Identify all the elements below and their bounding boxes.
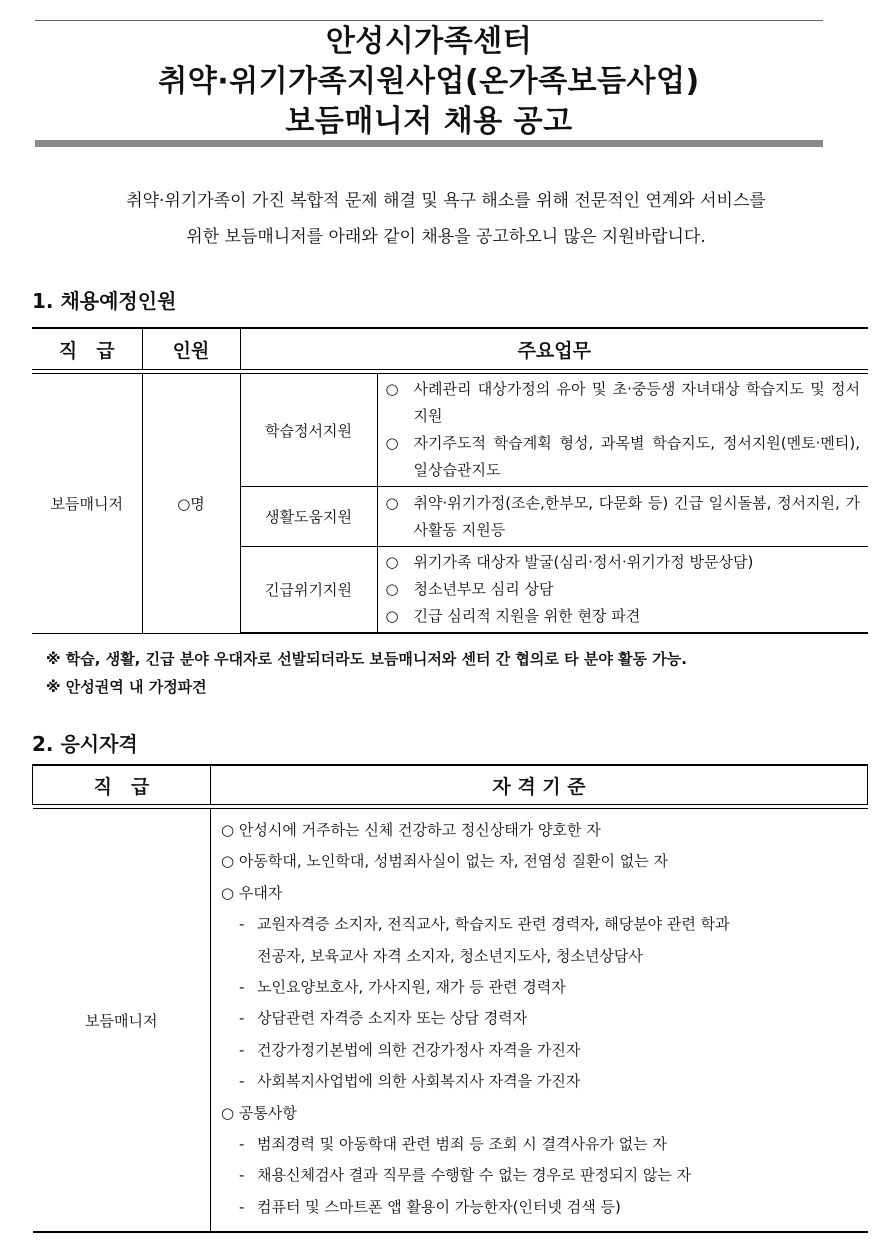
list-item: ○ 취약·위기가정(조손,한부모, 다문화 등) 긴급 일시돌봄, 정서지원, 가사활동 지원등	[385, 493, 860, 539]
duty-area-emergency: 긴급위기지원	[240, 547, 377, 634]
notes	[46, 645, 687, 701]
criteria-line: ○ 공통사항	[221, 1103, 297, 1122]
criteria-cell	[211, 809, 868, 1233]
title-line-3: 보듬매니저 채용 공고	[285, 104, 573, 139]
duty-area-learning: 학습정서지원	[240, 374, 377, 487]
count-cell: ○명	[142, 374, 240, 634]
list-item: ○ 자기주도적 학습계획 형성, 과목별 학습지도, 정서지원(멘토·멘티), 일상습관지도	[385, 434, 860, 479]
criteria-line: - 상담관련 자격증 소지자 또는 상담 경력자	[239, 1009, 528, 1028]
intro-paragraph	[30, 183, 862, 255]
criteria-line: - 채용신체검사 결과 직무를 수행할 수 없는 경우로 판정되지 않는 자	[239, 1166, 692, 1185]
criteria-line: - 범죄경력 및 아동학대 관련 범죄 등 조회 시 결격사유가 없는 자	[239, 1135, 667, 1154]
duty-items-living	[377, 487, 868, 547]
duty-items-emergency	[377, 547, 868, 634]
note-1: ※ 학습, 생활, 긴급 분야 우대자로 선발되더라도 보듬매니저와 센터 간 협의로 타 분야 활동 가능.	[46, 650, 687, 668]
header-position: 직 급	[32, 328, 142, 370]
top-rule	[35, 20, 823, 21]
title-underline-bar	[35, 140, 823, 147]
note-2: ※ 안성권역 내 가정파견	[46, 678, 207, 696]
criteria-line: - 노인요양보호사, 가사지원, 재가 등 관련 경력자	[239, 978, 566, 997]
qualification-table	[32, 764, 868, 1233]
criteria-line: - 교원자격증 소지자, 전직교사, 학습지도 관련 경력자, 해당분야 관련 학과	[239, 915, 730, 934]
criteria-line: ○ 안성시에 거주하는 신체 건강하고 정신상태가 양호한 자	[221, 821, 601, 839]
position-cell: 보듬매니저	[33, 809, 211, 1233]
header-position: 직 급	[33, 765, 211, 805]
criteria-line: 전공자, 보육교사 자격 소지자, 청소년지도사, 청소년상담사	[257, 946, 643, 965]
criteria-line: ○ 아동학대, 노인학대, 성범죄사실이 없는 자, 전염성 질환이 없는 자	[221, 852, 669, 871]
criteria-line: - 사회복지사업법에 의한 사회복지사 자격을 가진자	[239, 1072, 581, 1091]
header-duties: 주요업무	[240, 328, 868, 370]
list-item: ○ 긴급 심리적 지원을 위한 현장 파견	[385, 607, 641, 625]
intro-line-1: 취약·위기가족이 가진 복합적 문제 해결 및 욕구 해소를 위해 전문적인 연계와 서비스를	[126, 191, 766, 211]
duty-items-learning	[377, 374, 868, 487]
recruitment-table	[32, 327, 868, 634]
page-title	[35, 22, 823, 142]
list-item: ○ 청소년부모 심리 상담	[385, 580, 554, 598]
section-1-heading: 1. 채용예정인원	[32, 289, 177, 313]
criteria-line: - 건강가정기본법에 의한 건강가정사 자격을 가진자	[239, 1040, 581, 1059]
position-cell: 보듬매니저	[32, 374, 142, 634]
criteria-line: - 컴퓨터 및 스마트폰 앱 활용이 가능한자(인터넷 검색 등)	[239, 1197, 621, 1216]
list-item: ○ 사례관리 대상가정의 유아 및 초·중등생 자녀대상 학습지도 및 정서지원	[385, 380, 860, 425]
title-line-1: 안성시가족센터	[325, 24, 533, 59]
criteria-line: ○ 우대자	[221, 883, 283, 902]
duty-area-living: 생활도움지원	[240, 487, 377, 547]
intro-line-2: 위한 보듬매니저를 아래와 같이 채용을 공고하오니 많은 지원바랍니다.	[186, 227, 706, 247]
list-item: ○ 위기가족 대상자 발굴(심리·정서·위기가정 방문상담)	[385, 553, 754, 571]
section-2-heading: 2. 응시자격	[32, 732, 138, 756]
title-line-2: 취약·위기가족지원사업(온가족보듬사업)	[158, 64, 700, 99]
header-criteria: 자 격 기 준	[211, 765, 868, 805]
header-count: 인원	[142, 328, 240, 370]
